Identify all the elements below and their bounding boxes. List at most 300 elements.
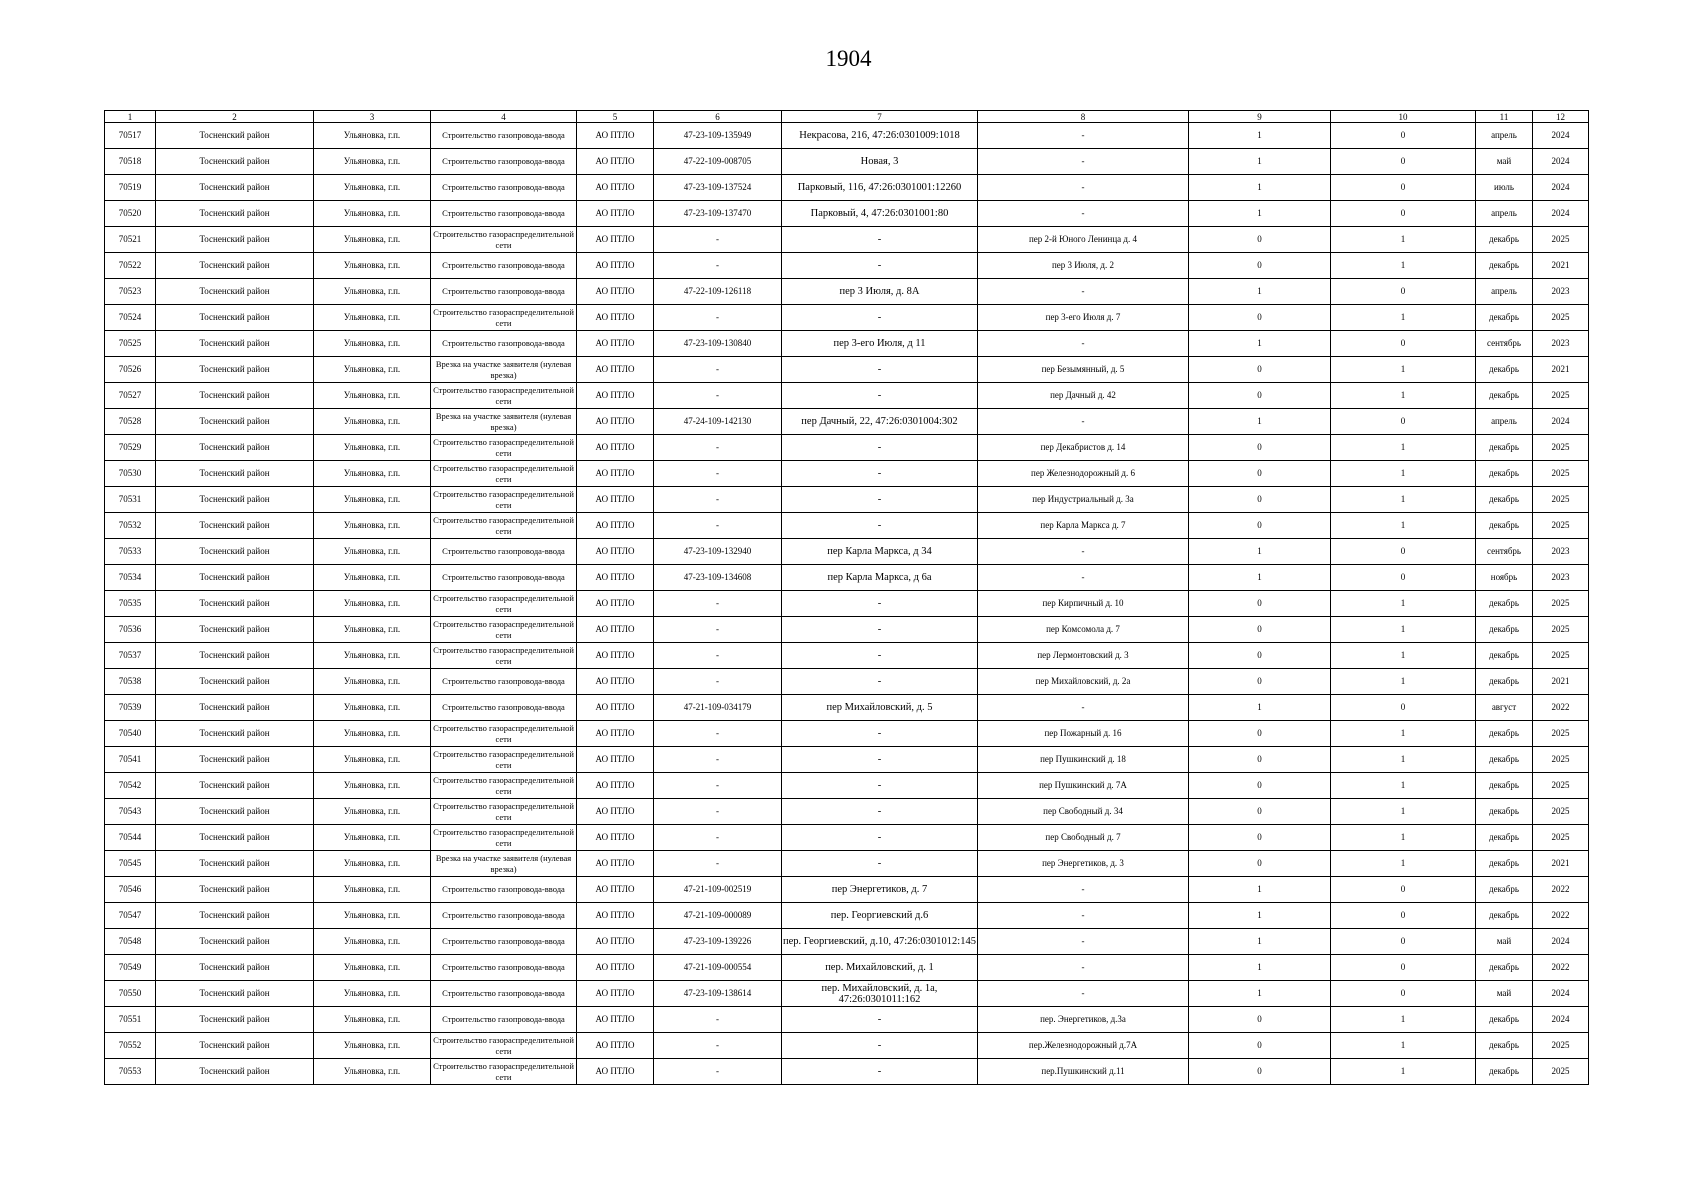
district-cell: Тосненский район — [156, 617, 314, 643]
col-10-value-cell: 1 — [1331, 357, 1476, 383]
col-10-value-cell: 0 — [1331, 929, 1476, 955]
month-cell: декабрь — [1476, 227, 1533, 253]
year-cell: 2021 — [1533, 669, 1589, 695]
application-number-cell: - — [654, 487, 782, 513]
object-address-cell: - — [782, 591, 978, 617]
record-id-cell: 70527 — [105, 383, 156, 409]
settlement-cell: Ульяновка, г.п. — [314, 773, 431, 799]
street-address-cell: пер. Энергетиков, д.3а — [978, 1007, 1189, 1033]
organization-cell: АО ПТЛО — [577, 799, 654, 825]
month-cell: сентябрь — [1476, 539, 1533, 565]
street-address-cell: пер Индустриальный д. 3а — [978, 487, 1189, 513]
organization-cell: АО ПТЛО — [577, 123, 654, 149]
work-type-cell: Строительство газопровода-ввода — [431, 981, 577, 1007]
object-address-cell: пер Карла Маркса, д 6а — [782, 565, 978, 591]
month-cell: декабрь — [1476, 799, 1533, 825]
work-type-cell: Строительство газораспределительной сети — [431, 513, 577, 539]
col-9-value-cell: 1 — [1189, 539, 1331, 565]
year-cell: 2021 — [1533, 851, 1589, 877]
work-type-cell: Строительство газораспределительной сети — [431, 773, 577, 799]
organization-cell: АО ПТЛО — [577, 435, 654, 461]
organization-cell: АО ПТЛО — [577, 617, 654, 643]
street-address-cell: пер.Железнодорожный д.7А — [978, 1033, 1189, 1059]
month-cell: ноябрь — [1476, 565, 1533, 591]
col-9-value-cell: 0 — [1189, 383, 1331, 409]
object-address-cell: - — [782, 1007, 978, 1033]
settlement-cell: Ульяновка, г.п. — [314, 1007, 431, 1033]
col-10-value-cell: 0 — [1331, 695, 1476, 721]
record-id-cell: 70519 — [105, 175, 156, 201]
object-address-cell: - — [782, 747, 978, 773]
year-cell: 2025 — [1533, 383, 1589, 409]
record-id-cell: 70541 — [105, 747, 156, 773]
settlement-cell: Ульяновка, г.п. — [314, 929, 431, 955]
work-type-cell: Врезка на участке заявителя (нулевая врезка) — [431, 851, 577, 877]
column-number-6: 6 — [654, 111, 782, 123]
col-9-value-cell: 0 — [1189, 643, 1331, 669]
table-row — [105, 955, 1589, 981]
table-row — [105, 539, 1589, 565]
district-cell: Тосненский район — [156, 1007, 314, 1033]
month-cell: декабрь — [1476, 955, 1533, 981]
work-type-cell: Строительство газораспределительной сети — [431, 591, 577, 617]
street-address-cell: пер Железнодорожный д. 6 — [978, 461, 1189, 487]
district-cell: Тосненский район — [156, 539, 314, 565]
month-cell: апрель — [1476, 409, 1533, 435]
object-address-cell: пер. Георгиевский, д.10, 47:26:0301012:145 — [782, 929, 978, 955]
application-number-cell: 47-21-109-002519 — [654, 877, 782, 903]
settlement-cell: Ульяновка, г.п. — [314, 669, 431, 695]
organization-cell: АО ПТЛО — [577, 253, 654, 279]
application-number-cell: - — [654, 227, 782, 253]
organization-cell: АО ПТЛО — [577, 747, 654, 773]
month-cell: декабрь — [1476, 669, 1533, 695]
record-id-cell: 70545 — [105, 851, 156, 877]
settlement-cell: Ульяновка, г.п. — [314, 747, 431, 773]
record-id-cell: 70523 — [105, 279, 156, 305]
work-type-cell: Строительство газораспределительной сети — [431, 435, 577, 461]
object-address-cell: пер Дачный, 22, 47:26:0301004:302 — [782, 409, 978, 435]
record-id-cell: 70542 — [105, 773, 156, 799]
year-cell: 2022 — [1533, 955, 1589, 981]
year-cell: 2024 — [1533, 929, 1589, 955]
object-address-cell: - — [782, 851, 978, 877]
year-cell: 2021 — [1533, 253, 1589, 279]
year-cell: 2024 — [1533, 149, 1589, 175]
col-9-value-cell: 1 — [1189, 981, 1331, 1007]
table-row — [105, 123, 1589, 149]
organization-cell: АО ПТЛО — [577, 695, 654, 721]
street-address-cell: пер.Пушкинский д.11 — [978, 1059, 1189, 1085]
object-address-cell: Парковый, 116, 47:26:0301001:12260 — [782, 175, 978, 201]
table-row — [105, 565, 1589, 591]
district-cell: Тосненский район — [156, 513, 314, 539]
application-number-cell: - — [654, 305, 782, 331]
settlement-cell: Ульяновка, г.п. — [314, 435, 431, 461]
col-10-value-cell: 1 — [1331, 1033, 1476, 1059]
column-number-row — [105, 111, 1589, 123]
record-id-cell: 70520 — [105, 201, 156, 227]
organization-cell: АО ПТЛО — [577, 851, 654, 877]
street-address-cell: пер Лермонтовский д. 3 — [978, 643, 1189, 669]
settlement-cell: Ульяновка, г.п. — [314, 981, 431, 1007]
table-row — [105, 279, 1589, 305]
organization-cell: АО ПТЛО — [577, 487, 654, 513]
column-number-4: 4 — [431, 111, 577, 123]
street-address-cell: - — [978, 981, 1189, 1007]
month-cell: декабрь — [1476, 461, 1533, 487]
col-10-value-cell: 1 — [1331, 773, 1476, 799]
table-row — [105, 331, 1589, 357]
col-10-value-cell: 0 — [1331, 279, 1476, 305]
col-9-value-cell: 1 — [1189, 149, 1331, 175]
organization-cell: АО ПТЛО — [577, 981, 654, 1007]
object-address-cell: пер 3 Июля, д. 8А — [782, 279, 978, 305]
year-cell: 2024 — [1533, 981, 1589, 1007]
district-cell: Тосненский район — [156, 1059, 314, 1085]
settlement-cell: Ульяновка, г.п. — [314, 643, 431, 669]
organization-cell: АО ПТЛО — [577, 825, 654, 851]
month-cell: декабрь — [1476, 487, 1533, 513]
record-id-cell: 70529 — [105, 435, 156, 461]
table-row — [105, 981, 1589, 1007]
organization-cell: АО ПТЛО — [577, 591, 654, 617]
work-type-cell: Строительство газораспределительной сети — [431, 825, 577, 851]
settlement-cell: Ульяновка, г.п. — [314, 825, 431, 851]
year-cell: 2024 — [1533, 123, 1589, 149]
street-address-cell: - — [978, 409, 1189, 435]
col-10-value-cell: 1 — [1331, 591, 1476, 617]
table-row — [105, 1059, 1589, 1085]
month-cell: декабрь — [1476, 851, 1533, 877]
work-type-cell: Строительство газораспределительной сети — [431, 617, 577, 643]
col-10-value-cell: 0 — [1331, 409, 1476, 435]
street-address-cell: - — [978, 149, 1189, 175]
application-number-cell: 47-21-109-000554 — [654, 955, 782, 981]
work-type-cell: Строительство газопровода-ввода — [431, 669, 577, 695]
record-id-cell: 70550 — [105, 981, 156, 1007]
year-cell: 2025 — [1533, 513, 1589, 539]
month-cell: апрель — [1476, 201, 1533, 227]
object-address-cell: - — [782, 799, 978, 825]
district-cell: Тосненский район — [156, 253, 314, 279]
col-9-value-cell: 1 — [1189, 565, 1331, 591]
table-row — [105, 721, 1589, 747]
application-number-cell: 47-23-109-137470 — [654, 201, 782, 227]
work-type-cell: Строительство газопровода-ввода — [431, 253, 577, 279]
table-row — [105, 357, 1589, 383]
district-cell: Тосненский район — [156, 331, 314, 357]
year-cell: 2025 — [1533, 227, 1589, 253]
col-9-value-cell: 1 — [1189, 201, 1331, 227]
record-id-cell: 70548 — [105, 929, 156, 955]
col-9-value-cell: 0 — [1189, 669, 1331, 695]
application-number-cell: - — [654, 643, 782, 669]
application-number-cell: - — [654, 1059, 782, 1085]
street-address-cell: - — [978, 955, 1189, 981]
table-row — [105, 149, 1589, 175]
street-address-cell: пер Пожарный д. 16 — [978, 721, 1189, 747]
district-cell: Тосненский район — [156, 565, 314, 591]
col-9-value-cell: 0 — [1189, 227, 1331, 253]
settlement-cell: Ульяновка, г.п. — [314, 279, 431, 305]
col-10-value-cell: 1 — [1331, 487, 1476, 513]
district-cell: Тосненский район — [156, 409, 314, 435]
organization-cell: АО ПТЛО — [577, 929, 654, 955]
col-10-value-cell: 1 — [1331, 617, 1476, 643]
district-cell: Тосненский район — [156, 669, 314, 695]
application-number-cell: - — [654, 773, 782, 799]
table-row — [105, 799, 1589, 825]
col-9-value-cell: 0 — [1189, 513, 1331, 539]
application-number-cell: 47-21-109-000089 — [654, 903, 782, 929]
settlement-cell: Ульяновка, г.п. — [314, 461, 431, 487]
object-address-cell: пер Карла Маркса, д 34 — [782, 539, 978, 565]
application-number-cell: 47-22-109-126118 — [654, 279, 782, 305]
settlement-cell: Ульяновка, г.п. — [314, 617, 431, 643]
street-address-cell: - — [978, 279, 1189, 305]
work-type-cell: Строительство газораспределительной сети — [431, 721, 577, 747]
street-address-cell: пер Пушкинский д. 18 — [978, 747, 1189, 773]
object-address-cell: - — [782, 435, 978, 461]
month-cell: сентябрь — [1476, 331, 1533, 357]
record-id-cell: 70518 — [105, 149, 156, 175]
application-number-cell: - — [654, 617, 782, 643]
col-9-value-cell: 0 — [1189, 1007, 1331, 1033]
month-cell: декабрь — [1476, 773, 1533, 799]
object-address-cell: пер 3-его Июля, д 11 — [782, 331, 978, 357]
organization-cell: АО ПТЛО — [577, 955, 654, 981]
organization-cell: АО ПТЛО — [577, 305, 654, 331]
column-number-10: 10 — [1331, 111, 1476, 123]
record-id-cell: 70526 — [105, 357, 156, 383]
year-cell: 2025 — [1533, 617, 1589, 643]
application-number-cell: - — [654, 825, 782, 851]
organization-cell: АО ПТЛО — [577, 721, 654, 747]
month-cell: июль — [1476, 175, 1533, 201]
month-cell: декабрь — [1476, 357, 1533, 383]
district-cell: Тосненский район — [156, 695, 314, 721]
col-10-value-cell: 1 — [1331, 461, 1476, 487]
settlement-cell: Ульяновка, г.п. — [314, 409, 431, 435]
table-row — [105, 851, 1589, 877]
col-9-value-cell: 1 — [1189, 695, 1331, 721]
record-id-cell: 70517 — [105, 123, 156, 149]
work-type-cell: Строительство газопровода-ввода — [431, 539, 577, 565]
street-address-cell: пер Михайловский, д. 2а — [978, 669, 1189, 695]
work-type-cell: Строительство газораспределительной сети — [431, 227, 577, 253]
month-cell: декабрь — [1476, 877, 1533, 903]
col-9-value-cell: 0 — [1189, 357, 1331, 383]
year-cell: 2021 — [1533, 357, 1589, 383]
col-10-value-cell: 1 — [1331, 513, 1476, 539]
application-number-cell: 47-23-109-139226 — [654, 929, 782, 955]
organization-cell: АО ПТЛО — [577, 539, 654, 565]
year-cell: 2025 — [1533, 747, 1589, 773]
application-number-cell: 47-24-109-142130 — [654, 409, 782, 435]
district-cell: Тосненский район — [156, 721, 314, 747]
table-row — [105, 201, 1589, 227]
col-10-value-cell: 0 — [1331, 539, 1476, 565]
work-type-cell: Строительство газораспределительной сети — [431, 643, 577, 669]
district-cell: Тосненский район — [156, 305, 314, 331]
col-10-value-cell: 0 — [1331, 149, 1476, 175]
district-cell: Тосненский район — [156, 799, 314, 825]
col-9-value-cell: 0 — [1189, 851, 1331, 877]
col-9-value-cell: 0 — [1189, 305, 1331, 331]
year-cell: 2025 — [1533, 1033, 1589, 1059]
district-cell: Тосненский район — [156, 357, 314, 383]
col-9-value-cell: 1 — [1189, 955, 1331, 981]
col-9-value-cell: 1 — [1189, 903, 1331, 929]
application-number-cell: - — [654, 383, 782, 409]
settlement-cell: Ульяновка, г.п. — [314, 357, 431, 383]
column-number-11: 11 — [1476, 111, 1533, 123]
street-address-cell: пер Свободный д. 34 — [978, 799, 1189, 825]
col-10-value-cell: 1 — [1331, 669, 1476, 695]
col-10-value-cell: 0 — [1331, 565, 1476, 591]
settlement-cell: Ульяновка, г.п. — [314, 799, 431, 825]
organization-cell: АО ПТЛО — [577, 383, 654, 409]
object-address-cell: Парковый, 4, 47:26:0301001:80 — [782, 201, 978, 227]
organization-cell: АО ПТЛО — [577, 1007, 654, 1033]
table-row — [105, 929, 1589, 955]
settlement-cell: Ульяновка, г.п. — [314, 487, 431, 513]
application-number-cell: - — [654, 591, 782, 617]
settlement-cell: Ульяновка, г.п. — [314, 331, 431, 357]
district-cell: Тосненский район — [156, 955, 314, 981]
col-10-value-cell: 0 — [1331, 981, 1476, 1007]
column-number-12: 12 — [1533, 111, 1589, 123]
settlement-cell: Ульяновка, г.п. — [314, 175, 431, 201]
year-cell: 2024 — [1533, 201, 1589, 227]
work-type-cell: Строительство газопровода-ввода — [431, 565, 577, 591]
column-number-2: 2 — [156, 111, 314, 123]
col-10-value-cell: 1 — [1331, 825, 1476, 851]
col-9-value-cell: 0 — [1189, 747, 1331, 773]
record-id-cell: 70525 — [105, 331, 156, 357]
col-9-value-cell: 1 — [1189, 123, 1331, 149]
street-address-cell: пер Пушкинский д. 7А — [978, 773, 1189, 799]
work-type-cell: Строительство газопровода-ввода — [431, 175, 577, 201]
record-id-cell: 70522 — [105, 253, 156, 279]
district-cell: Тосненский район — [156, 773, 314, 799]
col-10-value-cell: 0 — [1331, 903, 1476, 929]
object-address-cell: - — [782, 383, 978, 409]
year-cell: 2025 — [1533, 643, 1589, 669]
organization-cell: АО ПТЛО — [577, 1059, 654, 1085]
table-row — [105, 383, 1589, 409]
table-row — [105, 1007, 1589, 1033]
record-id-cell: 70551 — [105, 1007, 156, 1033]
district-cell: Тосненский район — [156, 591, 314, 617]
column-number-9: 9 — [1189, 111, 1331, 123]
page-number: 1904 — [825, 46, 872, 71]
settlement-cell: Ульяновка, г.п. — [314, 695, 431, 721]
street-address-cell: - — [978, 565, 1189, 591]
col-9-value-cell: 0 — [1189, 487, 1331, 513]
month-cell: декабрь — [1476, 435, 1533, 461]
year-cell: 2025 — [1533, 435, 1589, 461]
organization-cell: АО ПТЛО — [577, 669, 654, 695]
object-address-cell: пер Михайловский, д. 5 — [782, 695, 978, 721]
record-id-cell: 70531 — [105, 487, 156, 513]
work-type-cell: Строительство газопровода-ввода — [431, 955, 577, 981]
col-9-value-cell: 1 — [1189, 279, 1331, 305]
organization-cell: АО ПТЛО — [577, 279, 654, 305]
work-type-cell: Строительство газопровода-ввода — [431, 1007, 577, 1033]
column-number-1: 1 — [105, 111, 156, 123]
object-address-cell: - — [782, 669, 978, 695]
settlement-cell: Ульяновка, г.п. — [314, 227, 431, 253]
application-number-cell: 47-23-109-134608 — [654, 565, 782, 591]
month-cell: декабрь — [1476, 253, 1533, 279]
month-cell: апрель — [1476, 279, 1533, 305]
district-cell: Тосненский район — [156, 435, 314, 461]
street-address-cell: - — [978, 695, 1189, 721]
work-type-cell: Строительство газопровода-ввода — [431, 903, 577, 929]
application-number-cell: - — [654, 357, 782, 383]
col-9-value-cell: 0 — [1189, 461, 1331, 487]
work-type-cell: Строительство газопровода-ввода — [431, 695, 577, 721]
table-row — [105, 435, 1589, 461]
organization-cell: АО ПТЛО — [577, 175, 654, 201]
work-type-cell: Строительство газораспределительной сети — [431, 1033, 577, 1059]
col-9-value-cell: 1 — [1189, 409, 1331, 435]
street-address-cell: пер Комсомола д. 7 — [978, 617, 1189, 643]
object-address-cell: - — [782, 513, 978, 539]
work-type-cell: Строительство газопровода-ввода — [431, 279, 577, 305]
year-cell: 2025 — [1533, 1059, 1589, 1085]
col-9-value-cell: 0 — [1189, 253, 1331, 279]
street-address-cell: пер Энергетиков, д. 3 — [978, 851, 1189, 877]
object-address-cell: - — [782, 825, 978, 851]
column-number-5: 5 — [577, 111, 654, 123]
district-cell: Тосненский район — [156, 123, 314, 149]
work-type-cell: Строительство газораспределительной сети — [431, 383, 577, 409]
district-cell: Тосненский район — [156, 149, 314, 175]
table-row — [105, 227, 1589, 253]
application-number-cell: - — [654, 461, 782, 487]
object-address-cell: - — [782, 643, 978, 669]
district-cell: Тосненский район — [156, 981, 314, 1007]
col-10-value-cell: 0 — [1331, 201, 1476, 227]
settlement-cell: Ульяновка, г.п. — [314, 383, 431, 409]
col-10-value-cell: 0 — [1331, 955, 1476, 981]
work-type-cell: Строительство газораспределительной сети — [431, 461, 577, 487]
record-id-cell: 70539 — [105, 695, 156, 721]
district-cell: Тосненский район — [156, 747, 314, 773]
column-number-7: 7 — [782, 111, 978, 123]
organization-cell: АО ПТЛО — [577, 331, 654, 357]
object-address-cell: - — [782, 617, 978, 643]
application-number-cell: - — [654, 747, 782, 773]
record-id-cell: 70552 — [105, 1033, 156, 1059]
col-10-value-cell: 0 — [1331, 175, 1476, 201]
year-cell: 2025 — [1533, 487, 1589, 513]
table-row — [105, 253, 1589, 279]
column-number-8: 8 — [978, 111, 1189, 123]
district-cell: Тосненский район — [156, 201, 314, 227]
settlement-cell: Ульяновка, г.п. — [314, 149, 431, 175]
district-cell: Тосненский район — [156, 461, 314, 487]
table-row — [105, 877, 1589, 903]
year-cell: 2024 — [1533, 1007, 1589, 1033]
col-10-value-cell: 0 — [1331, 331, 1476, 357]
application-number-cell: - — [654, 253, 782, 279]
col-10-value-cell: 1 — [1331, 253, 1476, 279]
settlement-cell: Ульяновка, г.п. — [314, 253, 431, 279]
